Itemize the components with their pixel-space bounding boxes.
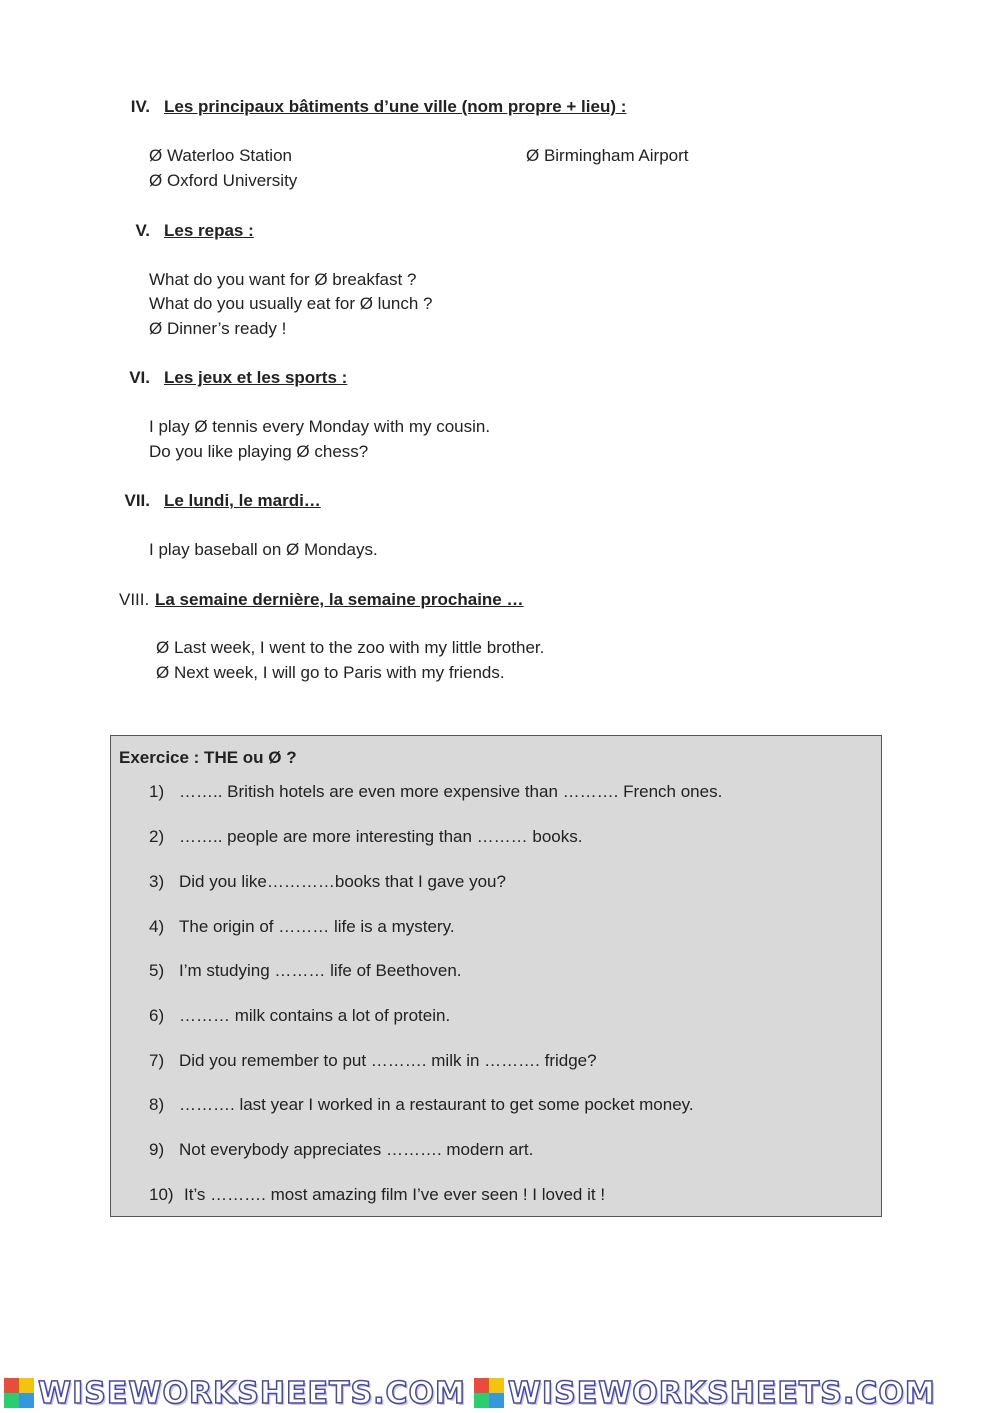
- exercise-item: [149, 1050, 597, 1072]
- brand-wordmark: WISEWORKSHEETS.COM: [38, 1375, 466, 1411]
- section-vii-item: I play baseball on Ø Mondays.: [149, 540, 378, 559]
- exercise-item-number: 9): [149, 1140, 165, 1159]
- exercise-item-number: 5): [149, 961, 165, 980]
- section-v-title: Les repas :: [164, 221, 254, 240]
- section-v-item: What do you want for Ø breakfast ?: [149, 270, 417, 289]
- brand-logo: [474, 1376, 936, 1411]
- exercise-item-text: …….. people are more interesting than ……… books.: [179, 827, 583, 846]
- brand-wordmark: WISEWORKSHEETS.COM: [507, 1375, 936, 1411]
- section-vii-title: Le lundi, le mardi…: [164, 491, 321, 510]
- exercise-item-number: 6): [149, 1006, 165, 1025]
- exercise-item-number: 1): [149, 782, 165, 801]
- section-vi-title: Les jeux et les sports :: [164, 368, 348, 387]
- section-viii-item: Ø Next week, I will go to Paris with my friends.: [156, 663, 505, 682]
- section-iv-item: Ø Waterloo Station: [149, 146, 292, 165]
- section-vi-item: Do you like playing Ø chess?: [149, 442, 369, 461]
- exercise-item: [149, 1139, 533, 1161]
- section-iv-title: Les principaux bâtiments d’une ville (nom propre + lieu) :: [164, 97, 627, 116]
- exercise-item-text: Not everybody appreciates ………. modern art.: [179, 1140, 534, 1159]
- section-viii-numeral: VIII.: [119, 590, 150, 609]
- footer-watermark: [0, 1373, 1000, 1413]
- exercise-item: [149, 960, 462, 982]
- exercise-item-text: …….. British hotels are even more expensive than ………. French ones.: [179, 782, 723, 801]
- exercise-item: [149, 826, 582, 848]
- exercise-item-number: 3): [149, 872, 165, 891]
- section-iv-numeral: IV.: [130, 97, 150, 116]
- section-viii-item: Ø Last week, I went to the zoo with my little brother.: [156, 638, 545, 657]
- exercise-item-number: 10): [149, 1185, 174, 1204]
- exercise-item-text: It’s ………. most amazing film I’ve ever seen ! I loved it !: [184, 1185, 606, 1204]
- exercise-item-text: The origin of ……… life is a mystery.: [179, 917, 455, 936]
- exercise-item: [149, 781, 722, 803]
- section-v-item: What do you usually eat for Ø lunch ?: [149, 294, 433, 313]
- exercise-item-number: 7): [149, 1051, 165, 1070]
- section-vi-item: I play Ø tennis every Monday with my cousin.: [149, 417, 491, 436]
- section-v-item: Ø Dinner’s ready !: [149, 319, 287, 338]
- exercise-item-text: I’m studying ……… life of Beethoven.: [179, 961, 462, 980]
- section-iv-item: Ø Birmingham Airport: [526, 146, 689, 165]
- exercise-item-number: 2): [149, 827, 165, 846]
- brand-logo: [4, 1376, 466, 1411]
- exercise-box: [110, 735, 882, 1217]
- exercise-item: [149, 1184, 605, 1206]
- section-viii-title: La semaine dernière, la semaine prochaine …: [155, 590, 524, 609]
- exercise-item-text: Did you remember to put ………. milk in ………. fridge?: [179, 1051, 597, 1070]
- section-vii-numeral: VII.: [124, 491, 150, 510]
- section-v-numeral: V.: [135, 221, 150, 240]
- section-vi-numeral: VI.: [129, 368, 150, 387]
- section-iv-item: Ø Oxford University: [149, 171, 298, 190]
- exercise-item: [149, 916, 455, 938]
- exercise-item: [149, 871, 506, 893]
- exercise-item: [149, 1005, 450, 1027]
- exercise-item-number: 4): [149, 917, 165, 936]
- exercise-item-text: ……… milk contains a lot of protein.: [179, 1006, 451, 1025]
- exercise-title: Exercice : THE ou Ø ?: [119, 748, 297, 767]
- brand-badge-icon: [474, 1378, 504, 1408]
- exercise-item-number: 8): [149, 1095, 165, 1114]
- exercise-item-text: ………. last year I worked in a restaurant to get some pocket money.: [179, 1095, 694, 1114]
- exercise-item-text: Did you like…………books that I gave you?: [179, 872, 506, 891]
- brand-badge-icon: [4, 1378, 34, 1408]
- exercise-item: [149, 1094, 694, 1116]
